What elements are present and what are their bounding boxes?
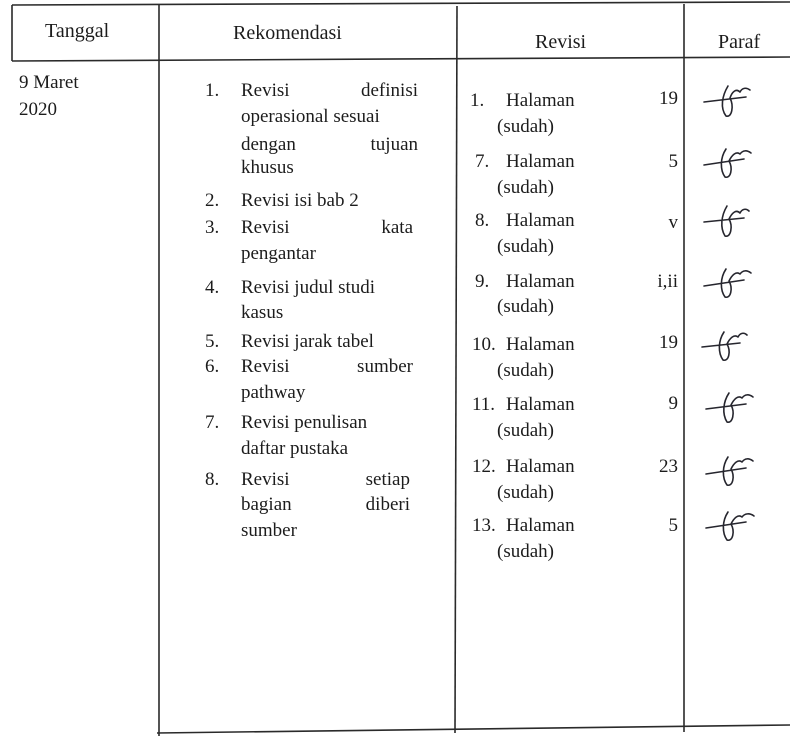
rec-line: Revisi isi bab 2 (241, 190, 359, 211)
rec-line: sumber (241, 520, 297, 541)
rev-num: 8. (475, 210, 490, 231)
rec-line: Revisi setiap (241, 469, 410, 490)
rec-line: pengantar (241, 243, 316, 264)
rec-num: 4. (205, 277, 220, 298)
rec-line: kasus (241, 302, 284, 323)
rev-num: 1. (470, 90, 485, 111)
rev-label: Halaman (506, 151, 575, 172)
rec-num: 3. (205, 217, 220, 238)
rev-status: (sudah) (497, 482, 554, 503)
rec-line: daftar pustaka (241, 438, 349, 459)
header-tanggal: Tanggal (45, 20, 110, 42)
rec-line: Revisi sumber (241, 356, 413, 377)
rev-status: (sudah) (497, 116, 554, 137)
signature-2 (700, 144, 760, 184)
signature-1 (700, 82, 760, 122)
rev-label: Halaman (506, 334, 575, 355)
rec-num: 6. (205, 356, 220, 377)
signature-8 (702, 508, 762, 548)
signature-6 (702, 388, 762, 428)
rec-num: 1. (205, 80, 220, 101)
signature-5 (698, 326, 758, 366)
rev-status: (sudah) (497, 360, 554, 381)
rev-page: i,ii (657, 271, 678, 292)
rev-num: 12. (472, 456, 496, 477)
rev-page: 5 (668, 515, 678, 536)
header-revisi: Revisi (535, 31, 587, 53)
rec-num: 7. (205, 412, 220, 433)
header-rekomendasi: Rekomendasi (233, 22, 342, 44)
rev-num: 7. (475, 151, 490, 172)
rev-label: Halaman (506, 210, 575, 231)
rev-status: (sudah) (497, 296, 554, 317)
header-paraf: Paraf (718, 31, 761, 53)
rec-line: Revisi judul studi (241, 277, 376, 298)
rec-line: Revisi penulisan (241, 412, 368, 433)
rev-page: v (668, 212, 678, 233)
rec-line: operasional sesuai (241, 106, 380, 127)
rev-label: Halaman (506, 456, 575, 477)
rev-page: 23 (659, 456, 678, 477)
rec-num: 5. (205, 331, 220, 352)
rec-num: 2. (205, 190, 220, 211)
rev-page: 19 (659, 88, 678, 109)
rev-status: (sudah) (497, 236, 554, 257)
rev-num: 9. (475, 271, 490, 292)
rec-line: pathway (241, 382, 306, 403)
rev-status: (sudah) (497, 541, 554, 562)
rec-line: dengan tujuan (241, 134, 418, 155)
rev-num: 13. (472, 515, 496, 536)
rev-label: Halaman (506, 90, 575, 111)
rev-num: 11. (472, 394, 496, 415)
rev-page: 19 (659, 332, 678, 353)
signature-7 (702, 452, 762, 492)
date-line-1: 9 Maret (19, 72, 79, 93)
rec-line: Revisi kata (241, 217, 413, 238)
signature-4 (700, 264, 760, 304)
rec-line: Revisi definisi (241, 80, 418, 101)
rev-page: 9 (668, 393, 678, 414)
rev-status: (sudah) (497, 420, 554, 441)
rec-num: 8. (205, 469, 220, 490)
signature-3 (700, 202, 760, 242)
rev-label: Halaman (506, 271, 575, 292)
rev-label: Halaman (506, 515, 575, 536)
rev-label: Halaman (506, 394, 575, 415)
rec-line: Revisi jarak tabel (241, 331, 374, 352)
rev-page: 5 (668, 151, 678, 172)
rec-line: bagian diberi (241, 494, 410, 515)
date-line-2: 2020 (19, 99, 57, 120)
rev-status: (sudah) (497, 177, 554, 198)
rev-num: 10. (472, 334, 496, 355)
rec-line: khusus (241, 157, 294, 178)
